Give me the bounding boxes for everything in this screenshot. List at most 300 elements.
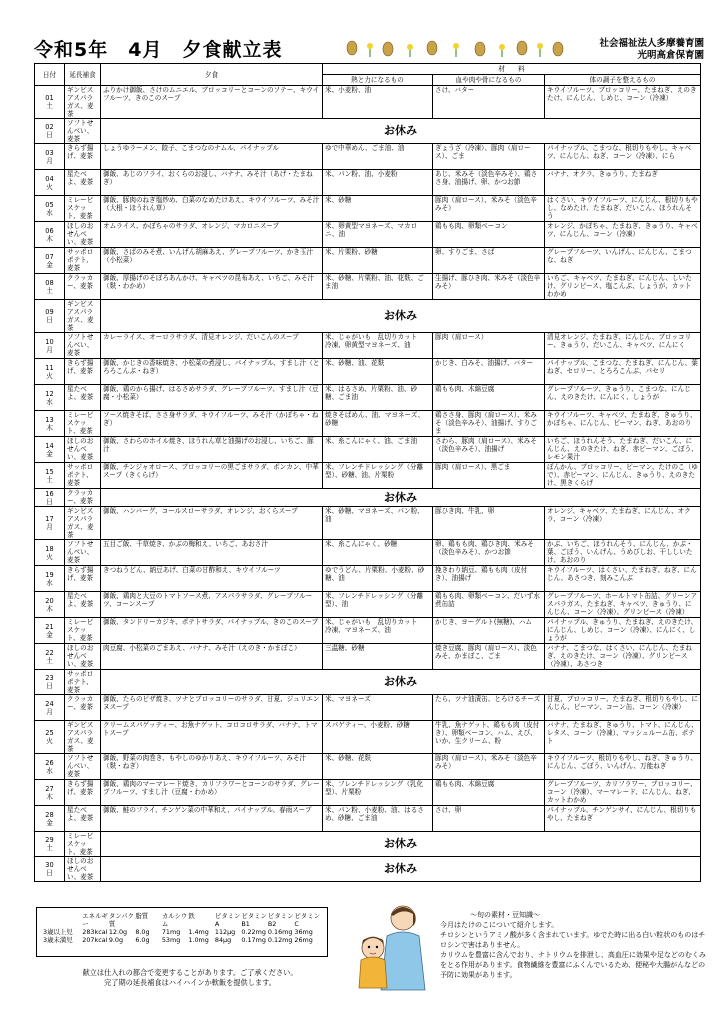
dinner-menu: 御飯、厚揚げのそぼろあんかけ、キャベツの昆布あえ、いちご、みそ汁（麩・わかめ） — [101, 274, 323, 300]
day-of-week: 月 — [46, 523, 53, 531]
dinner-menu: 御飯、さばのみそ煮、いんげん胡麻あえ、グレープフルーツ、かき玉汁（小松菜） — [101, 248, 323, 274]
protein-foods: さわら、豚肉（肩ロース）、米みそ（淡色辛みそ）、油揚げ — [433, 437, 545, 463]
extended-snack: クラッカー、麦茶 — [65, 489, 101, 507]
energy-foods: 米、片栗粉、砂糖 — [323, 248, 433, 274]
extended-snack: ほしのおせんべい、麦茶 — [65, 437, 101, 463]
extended-snack: ギンビスアスパラガス、麦茶 — [65, 300, 101, 333]
day-number: 25 — [45, 729, 54, 737]
day-number: 29 — [45, 836, 54, 844]
nutrition-value: 53mg — [161, 936, 181, 944]
dinner-menu: 御飯、タンドリーカジキ、ポテトサラダ、パイナップル、きのこのスープ — [101, 618, 323, 644]
dinner-menu: きつねうどん、納豆あげ、白菜の甘酢和え、キウイフルーツ — [101, 566, 323, 592]
protein-foods: かじき、白みそ、油揚げ、バター — [433, 359, 545, 385]
menu-row — [35, 832, 701, 857]
energy-foods: 米、パン粉、小麦粉、油、はるさめ、砂糖、ごま油 — [323, 806, 433, 832]
extended-snack: ソフトせんべい、麦茶 — [65, 119, 101, 144]
extended-snack: 星たべよ、麦茶 — [65, 385, 101, 411]
protein-foods: さけ、バター — [433, 86, 545, 119]
day-cell — [35, 721, 65, 754]
day-number: 14 — [45, 441, 54, 450]
dinner-menu: 御飯、豚肉のねぎ塩炒め、白菜のなめたけあえ、キウイフルーツ、みそ汁（大根・ほうれん草） — [101, 196, 323, 222]
menu-row — [35, 385, 701, 411]
vegetable-foods: キウイフルーツ、ブロッコリー、たまねぎ、えのきたけ、にんじん、しめじ、コーン（冷凍） — [545, 86, 701, 119]
protein-foods: あじ、米みそ（淡色辛みそ）、鶏ささ身、油揚げ、卵、かつお節 — [433, 170, 545, 196]
dinner-menu: クリームスパゲッティー、お魚ナゲット、コロコロサラダ、バナナ、トマトスープ — [101, 721, 323, 754]
day-number: 03 — [45, 148, 54, 157]
vegetable-foods: キウイフルーツ、キャベツ、たまねぎ、きゅうり、かぼちゃ、にんじん、ピーマン、ねぎ、あおのり — [545, 411, 701, 437]
day-cell — [35, 644, 65, 670]
extended-snack: きらず揚げ、麦茶 — [65, 566, 101, 592]
extended-snack: ミレービスケット、麦茶 — [65, 411, 101, 437]
nutrition-value: 1.4mg — [188, 928, 209, 936]
menu-row — [35, 86, 701, 119]
menu-row — [35, 618, 701, 644]
menu-row — [35, 540, 701, 566]
day-number: 15 — [45, 467, 54, 476]
energy-foods: 米、じゃがいも 乱切りカット 冷凍、卵黄型マヨネーズ、油 — [323, 333, 433, 359]
protein-foods: 豚肉（肩ロース）、黒ごま — [433, 463, 545, 489]
protein-foods: 生揚げ、豚ひき肉、米みそ（淡色辛みそ） — [433, 274, 545, 300]
day-of-week: 火 — [46, 737, 53, 745]
energy-foods: スパゲティー、小麦粉、砂糖 — [323, 721, 433, 754]
extended-snack: ミレービスケット、麦茶 — [65, 618, 101, 644]
protein-foods: さけ、卵 — [433, 806, 545, 832]
dinner-menu: しょうゆラーメン、餃子、こまつなのナムル、パイナップル — [101, 144, 323, 170]
extended-snack: ソフトせんべい、麦茶 — [65, 333, 101, 359]
vegetable-foods: グレープフルーツ、きゅうり、こまつな、にんじん、えのきたけ、にんにく、しょうが — [545, 385, 701, 411]
extended-snack: クラッカー、麦茶 — [65, 695, 101, 721]
day-cell — [35, 618, 65, 644]
day-of-week: 水 — [46, 208, 53, 217]
day-number: 07 — [45, 252, 54, 261]
mother-child-illustration — [347, 900, 433, 996]
dinner-menu: 御飯、鶏肉のマーマレード焼き、カリフラワーとコーンのサラダ、グレープフルーツ、すまし汁（豆腐・わかめ） — [101, 780, 323, 806]
day-of-week: 水 — [46, 766, 53, 775]
day-of-week: 土 — [46, 656, 53, 665]
extended-snack: 星たべよ、麦茶 — [65, 592, 101, 618]
header-body: 体の調子を整えるもの — [545, 75, 701, 86]
dinner-menu: 御飯、鮭のフライ、チンゲン菜の中華和え、パイナップル、春雨スープ — [101, 806, 323, 832]
day-number: 09 — [45, 308, 54, 316]
protein-foods: ぎょうざ（冷凍）、豚肉（肩ロース）、ごま — [433, 144, 545, 170]
menu-row — [35, 359, 701, 385]
menu-row — [35, 489, 701, 507]
day-of-week: 火 — [46, 552, 53, 561]
day-number: 10 — [45, 337, 54, 346]
day-cell — [35, 170, 65, 196]
day-of-week: 金 — [46, 260, 53, 269]
menu-row — [35, 780, 701, 806]
protein-foods: 豚肉（肩ロース）、米みそ（淡色辛みそ） — [433, 754, 545, 780]
menu-title: 令和5年 4月 夕食献立表 — [34, 39, 283, 61]
day-number: 21 — [45, 622, 54, 631]
menu-row — [35, 754, 701, 780]
day-cell — [35, 119, 65, 144]
vegetable-foods: バナナ、オクラ、きゅうり、たまねぎ — [545, 170, 701, 196]
day-cell — [35, 754, 65, 780]
holiday-label: お休み — [101, 832, 701, 857]
extended-snack: ギンビスアスパラガス、麦茶 — [65, 86, 101, 119]
vegetable-foods: パイナップル、こまつな、根切りもやし、キャベツ、にんじん、ねぎ、コーン（冷凍）、にら — [545, 144, 701, 170]
menu-row — [35, 119, 701, 144]
day-of-week: 金 — [46, 630, 53, 639]
energy-foods: 米、砂糖、片栗粉、油、花麩、ごま油 — [323, 274, 433, 300]
day-cell — [35, 780, 65, 806]
day-of-week: 月 — [46, 707, 53, 716]
nutrition-table — [36, 907, 328, 957]
nutrition-header: 脂質 — [135, 912, 149, 920]
energy-foods: 米、フレンチドレッシング（分離型）、油 — [323, 592, 433, 618]
energy-foods: 米、糸こんにゃく、砂糖 — [323, 540, 433, 566]
protein-foods: かじき、ヨーグルト(無糖)、ハム — [433, 618, 545, 644]
day-of-week: 月 — [46, 345, 53, 354]
protein-foods: 鶏もも肉、木綿豆腐 — [433, 385, 545, 411]
nutrition-value: 0.12mg — [267, 936, 293, 944]
protein-foods: 卵、鶏もも肉、鶏ひき肉、米みそ（淡色辛みそ）、かつお節 — [433, 540, 545, 566]
menu-row — [35, 300, 701, 333]
day-of-week: 水 — [46, 397, 53, 406]
day-cell — [35, 196, 65, 222]
protein-foods: 焼き豆腐、豚肉（肩ロース）、淡色みそ、かまぼこ、ごま — [433, 644, 545, 670]
nutrition-value: 112μg — [214, 928, 236, 936]
day-cell — [35, 832, 65, 857]
header-energy: 熱と力になるもの — [323, 75, 433, 86]
energy-foods: 米、フレンチドレッシング（分離型）、砂糖、油、片栗粉 — [323, 463, 433, 489]
menu-row — [35, 144, 701, 170]
holiday-label: お休み — [101, 489, 701, 507]
protein-foods: 鶏もも肉、木綿豆腐 — [433, 780, 545, 806]
vegetable-foods: グレープフルーツ、いんげん、にんじん、こまつな、ねぎ — [545, 248, 701, 274]
day-number: 20 — [45, 596, 54, 605]
vegetable-foods: キウイフルーツ、はくさい、たまねぎ、ねぎ、にんじん、あさつき、刻みこんぶ — [545, 566, 701, 592]
vegetable-foods: オレンジ、かぼちゃ、たまねぎ、きゅうり、キャベツ、にんじん、コーン（冷凍） — [545, 222, 701, 248]
protein-foods: 挽きわり納豆、鶏もも肉（皮付き）、油揚げ — [433, 566, 545, 592]
dinner-menu: カレーライス、オーロラサラダ、清見オレンジ、だいこんのスープ — [101, 333, 323, 359]
dinner-menu: 御飯、さわらのホイル焼き、ほうれん草と油揚げのお浸し、いちご、豚汁 — [101, 437, 323, 463]
energy-foods: 米、はるさめ、片栗粉、油、砂糖、ごま油 — [323, 385, 433, 411]
vegetable-foods: パイナップル、チンゲンサイ、にんじん、根切りもやし、たまねぎ — [545, 806, 701, 832]
day-cell — [35, 222, 65, 248]
seasonal-line: 今月はたけのこについて紹介します。 — [440, 921, 559, 929]
energy-foods: 米、フレンチドレッシング（乳化型）、片栗粉 — [323, 780, 433, 806]
menu-row — [35, 566, 701, 592]
extended-snack: ソフトせんべい、麦茶 — [65, 540, 101, 566]
day-of-week: 土 — [46, 286, 53, 295]
header-extended-snack: 延長補食 — [65, 64, 101, 86]
dinner-menu: 御飯、あじのフライ、おくらのお浸し、バナナ、みそ汁（あげ・たまねぎ） — [101, 170, 323, 196]
menu-row — [35, 670, 701, 695]
day-cell — [35, 592, 65, 618]
vegetable-foods: かぶ、いちご、ほうれんそう、にんじん、かぶ・葉、ごぼう、いんげん、うめびしお、干ししいたけ、あおのり — [545, 540, 701, 566]
org-line1: 社会福祉法人多摩養育園 — [599, 38, 704, 49]
dinner-menu: 御飯、鶏のから揚げ、はるさめサラダ、グレープフルーツ、すまし汁（豆腐・小松菜） — [101, 385, 323, 411]
extended-snack: ギンビスアスパラガス、麦茶 — [65, 507, 101, 540]
protein-foods: 豚肉（肩ロース）、米みそ（淡色辛みそ） — [433, 196, 545, 222]
decoration-illustration — [340, 36, 570, 58]
day-of-week: 金 — [46, 818, 53, 827]
dinner-menu: 肉豆腐、小松菜のごまあえ、バナナ、みそ汁（えのき・かまぼこ） — [101, 644, 323, 670]
menu-row — [35, 721, 701, 754]
day-cell — [35, 463, 65, 489]
protein-foods: 鶏もも肉、卵類ベーコン — [433, 222, 545, 248]
extended-snack: サッポロポテト、麦茶 — [65, 248, 101, 274]
extended-snack: ギンビスアスパラガス、麦茶 — [65, 721, 101, 754]
day-number: 06 — [45, 226, 54, 235]
extended-snack: クラッカー、麦茶 — [65, 274, 101, 300]
seasonal-line: カリウムを豊富に含んでおり、ナトリウムを排泄し、高血圧に効果や足などのむくみをとる作用があります。食物繊維を豊富にふくんでいるため、便秘や大腸がんなどの予防に効果があります。 — [440, 951, 706, 979]
day-of-week: 木 — [46, 792, 53, 801]
day-of-week: 日 — [46, 497, 53, 506]
menu-row — [35, 695, 701, 721]
menu-row — [35, 248, 701, 274]
day-number: 01 — [45, 94, 54, 102]
protein-foods: 鶏もも肉、卵類ベーコン、だいず水煮缶詰 — [433, 592, 545, 618]
nutrition-row-over3 — [43, 928, 321, 936]
day-of-week: 日 — [46, 316, 53, 324]
menu-row — [35, 196, 701, 222]
menu-row — [35, 644, 701, 670]
menu-table — [34, 63, 701, 882]
day-number: 12 — [45, 389, 54, 398]
energy-foods: 米、砂糖、花麩 — [323, 754, 433, 780]
nutrition-value: 207kcal — [82, 936, 108, 944]
vegetable-foods: ぽんかん、ブロッコリー、ピーマン、たけのこ（ゆで）、赤ピーマン、にんじん、きゅうり、えのきたけ、黒きくらげ — [545, 463, 701, 489]
menu-row — [35, 857, 701, 882]
energy-foods: 米、小麦粉、油 — [323, 86, 433, 119]
dinner-menu: 五目ご飯、千草焼き、かぶの梅和え、いちご、あおさ汁 — [101, 540, 323, 566]
day-of-week: 火 — [46, 371, 53, 380]
extended-snack: ほしのおせんべい、麦茶 — [65, 222, 101, 248]
energy-foods: 米、卵黄型マヨネーズ、マカロニ、油 — [323, 222, 433, 248]
header-blood: 血や肉や骨になるもの — [433, 75, 545, 86]
protein-foods: 豚ひき肉、牛乳、卵 — [433, 507, 545, 540]
day-number: 30 — [45, 861, 54, 869]
vegetable-foods: バナナ、こまつな、はくさい、にんじん、たまねぎ、えのきたけ、コーン（冷凍）、グリンピース（冷凍）、あさつき — [545, 644, 701, 670]
note-line2: 完了期の延長補食はハイハインか軟飯を提供します。 — [104, 978, 276, 987]
holiday-label: お休み — [101, 119, 701, 144]
day-cell — [35, 248, 65, 274]
menu-row — [35, 806, 701, 832]
vegetable-foods: パイナップル、きゅうり、たまねぎ、えのきたけ、にんじん、しめじ、コーン（冷凍）、にんにく、しょうが — [545, 618, 701, 644]
nutrition-value: 0.16mg — [267, 928, 293, 936]
day-number: 08 — [45, 278, 54, 287]
extended-snack: ミレービスケット、麦茶 — [65, 832, 101, 857]
day-number: 28 — [45, 810, 54, 819]
vegetable-foods: いちご、キャベツ、たまねぎ、にんじん、しいたけ、グリンピース、塩こんぶ、しょうが、カットわかめ — [545, 274, 701, 300]
nutrition-value: 283kcal — [82, 928, 108, 936]
day-cell — [35, 670, 65, 695]
vegetable-foods: いちご、ほうれんそう、たまねぎ、だいこん、にんじん、えのきたけ、ねぎ、赤ピーマン、ごぼう、レモン果汁 — [545, 437, 701, 463]
day-of-week: 木 — [46, 423, 53, 432]
day-cell — [35, 489, 65, 507]
vegetable-foods: パイナップル、こまつな、たまねぎ、にんじん、葉ねぎ、セロリー、とろろこんぶ、パセリ — [545, 359, 701, 385]
day-number: 22 — [45, 648, 54, 657]
day-number: 16 — [45, 489, 54, 498]
menu-row — [35, 592, 701, 618]
vegetable-foods: バナナ、たまねぎ、きゅうり、トマト、にんじん、レタス、コーン（冷凍）、マッシュルーム缶、ポテト — [545, 721, 701, 754]
nutrition-header: エネルギー — [82, 912, 108, 928]
nutrition-header: ビタミンA — [214, 912, 241, 928]
day-number: 04 — [45, 174, 54, 183]
extended-snack: きらず揚げ、麦茶 — [65, 144, 101, 170]
menu-row — [35, 411, 701, 437]
menu-row — [35, 222, 701, 248]
protein-foods: たら、ツナ油漬缶、とろけるチーズ — [433, 695, 545, 721]
menu-row — [35, 437, 701, 463]
energy-foods: 焼きそばめん、油、マヨネーズ、砂糖 — [323, 411, 433, 437]
day-cell — [35, 857, 65, 882]
dinner-menu: ふりかけ御飯、さけのムニエル、ブロッコリーとコーンのソテー、キウイフルーツ、きのこのスープ — [101, 86, 323, 119]
holiday-label: お休み — [101, 300, 701, 333]
seasonal-title: ～旬の素材・豆知識～ — [470, 911, 540, 919]
day-cell — [35, 385, 65, 411]
nutrition-row-under3 — [43, 936, 321, 944]
seasonal-info — [440, 910, 710, 980]
extended-snack: ほしのおせんべい、麦茶 — [65, 644, 101, 670]
dinner-menu: 御飯、たらのピザ焼き、ツナとブロッコリーのサラダ、甘夏、ジュリエンヌスープ — [101, 695, 323, 721]
day-cell — [35, 540, 65, 566]
header-date: 日付 — [35, 64, 65, 86]
day-of-week: 日 — [46, 682, 53, 690]
menu-row — [35, 274, 701, 300]
day-of-week: 水 — [46, 578, 53, 587]
day-number: 19 — [45, 570, 54, 579]
dinner-menu: 御飯、ハンバーグ、コールスローサラダ、オレンジ、おくらスープ — [101, 507, 323, 540]
day-of-week: 土 — [46, 102, 53, 110]
day-cell — [35, 566, 65, 592]
day-number: 05 — [45, 200, 54, 209]
menu-row — [35, 463, 701, 489]
dinner-menu: ソース焼きそば、ささ身サラダ、キウイフルーツ、みそ汁（かぼちゃ・ねぎ） — [101, 411, 323, 437]
day-number: 02 — [45, 123, 54, 131]
vegetable-foods: グレープフルーツ、カリフラワー、ブロッコリー、コーン（冷凍）、マーマレード、にんじん、ねぎ、カットわかめ — [545, 780, 701, 806]
day-cell — [35, 411, 65, 437]
protein-foods: 牛乳、魚ナゲット、鶏もも肉（皮付き）、卵類ベーコン、ハム、えび、いか、生クリーム、粉 — [433, 721, 545, 754]
nutrition-value: 36mg — [294, 928, 313, 936]
energy-foods: 米、じゃがいも 乱切りカット 冷凍、マヨネーズ、油 — [323, 618, 433, 644]
protein-foods: 卵、すりごま、さば — [433, 248, 545, 274]
day-cell — [35, 437, 65, 463]
header-materials: 材 料 — [323, 64, 701, 75]
header-dinner: 夕食 — [101, 64, 323, 86]
note-line1: 献立は仕入れの都合で変更することがあります。ご了承ください。 — [82, 968, 298, 977]
nutrition-value: 0.22mg — [241, 928, 266, 936]
protein-foods: 鶏ささ身、豚肉（肩ロース）、米みそ（淡色辛みそ）、油揚げ、すりごま — [433, 411, 545, 437]
energy-foods: 米、マヨネーズ — [323, 695, 433, 721]
day-number: 26 — [45, 758, 54, 767]
day-number: 27 — [45, 784, 54, 793]
extended-snack: きらず揚げ、麦茶 — [65, 780, 101, 806]
day-of-week: 金 — [46, 449, 53, 458]
extended-snack: 星たべよ、麦茶 — [65, 806, 101, 832]
nutrition-value: 84μg — [214, 936, 232, 944]
day-of-week: 日 — [46, 131, 53, 139]
day-number: 13 — [45, 415, 54, 424]
vegetable-foods: キウイフルーツ、根切りもやし、ねぎ、きゅうり、にんじん、ごぼう、いんげん、万能ねぎ — [545, 754, 701, 780]
energy-foods: ゆで中華めん、ごま油、油 — [323, 144, 433, 170]
protein-foods: 豚肉（肩ロース） — [433, 333, 545, 359]
nutrition-header: 鉄 — [188, 912, 195, 920]
vegetable-foods: オレンジ、キャベツ、たまねぎ、にんじん、オクラ、コーン（冷凍） — [545, 507, 701, 540]
day-of-week: 土 — [46, 475, 53, 484]
day-number: 23 — [45, 674, 54, 682]
energy-foods: 三温糖、砂糖 — [323, 644, 433, 670]
menu-row — [35, 507, 701, 540]
extended-snack: 星たべよ、麦茶 — [65, 170, 101, 196]
menu-row — [35, 170, 701, 196]
extended-snack: きらず揚げ、麦茶 — [65, 359, 101, 385]
menu-table-body — [35, 86, 701, 882]
vegetable-foods: はくさい、キウイフルーツ、にんじん、根切りもやし、なめたけ、たまねぎ、だいこん、ほうれんそう — [545, 196, 701, 222]
vegetable-foods: 清見オレンジ、たまねぎ、にんじん、ブロッコリー、きゅうり、だいこん、キャベツ、にんにく — [545, 333, 701, 359]
day-cell — [35, 806, 65, 832]
dinner-menu: オムライス、かぼちゃのサラダ、オレンジ、マカロニスープ — [101, 222, 323, 248]
vegetable-foods: グレープフルーツ、ホールトマト缶詰、グリーンアスパラガス、たまねぎ、キャベツ、きゅうり、にんじん、コーン（冷凍）、グリンピース（冷凍） — [545, 592, 701, 618]
day-cell — [35, 300, 65, 333]
day-number: 11 — [45, 363, 54, 372]
extended-snack: ソフトせんべい、麦茶 — [65, 754, 101, 780]
day-of-week: 日 — [46, 869, 53, 877]
dinner-menu: 御飯、野菜の肉巻き、もやしのゆかりあえ、キウイフルーツ、みそ汁（麩・ねぎ） — [101, 754, 323, 780]
nutrition-value: 71mg — [161, 928, 181, 936]
nutrition-value: 8.0g — [135, 928, 150, 936]
day-number: 18 — [45, 544, 54, 553]
extended-snack: サッポロポテト、麦茶 — [65, 670, 101, 695]
nutrition-value: 6.0g — [135, 936, 150, 944]
day-of-week: 月 — [46, 156, 53, 165]
nutrition-header: ビタミンC — [294, 912, 320, 928]
energy-foods: 米、糸こんにゃく、油、ごま油 — [323, 437, 433, 463]
day-cell — [35, 695, 65, 721]
day-number: 24 — [45, 699, 54, 708]
extended-snack: ミレービスケット、麦茶 — [65, 196, 101, 222]
day-of-week: 土 — [46, 844, 53, 852]
day-cell — [35, 333, 65, 359]
menu-notes — [40, 968, 340, 988]
day-cell — [35, 507, 65, 540]
org-line2: 光明高倉保育園 — [637, 50, 704, 61]
day-cell — [35, 274, 65, 300]
dinner-menu: 御飯、鶏肉と大豆のトマトソース煮、アスパラサラダ、グレープフルーツ、コーンスープ — [101, 592, 323, 618]
dinner-menu: 御飯、かじきの香味焼き、小松菜の煮浸し、パイナップル、すまし汁（とろろこんぶ・ねぎ） — [101, 359, 323, 385]
seasonal-line: チロシンというアミノ酸が多く含まれています。ゆでた時に出る白い粒状のものはチロシンで害はありません。 — [440, 931, 706, 949]
nutrition-row-label: 3歳未満児 — [43, 936, 73, 944]
nutrition-header: ビタミンB1 — [241, 912, 267, 928]
nutrition-value: 26mg — [294, 936, 313, 944]
nutrition-value: 12.0g — [108, 928, 128, 936]
energy-foods: 米、砂糖、マヨネーズ、パン粉、油 — [323, 507, 433, 540]
menu-row — [35, 333, 701, 359]
holiday-label: お休み — [101, 670, 701, 695]
nutrition-row-label: 3歳以上児 — [43, 928, 73, 936]
energy-foods: 米、砂糖 — [323, 196, 433, 222]
day-of-week: 火 — [46, 182, 53, 191]
day-of-week: 木 — [46, 234, 53, 243]
day-number: 17 — [45, 515, 54, 523]
day-cell — [35, 86, 65, 119]
vegetable-foods: 甘夏、ブロッコリー、たまねぎ、根切りもやし、にんじん、ピーマン、コーン缶、コーン（冷凍） — [545, 695, 701, 721]
extended-snack: サッポロポテト、麦茶 — [65, 463, 101, 489]
day-of-week: 木 — [46, 604, 53, 613]
nutrition-header-row — [43, 912, 321, 928]
organization-name — [599, 38, 704, 62]
nutrition-value: 1.0mg — [188, 936, 209, 944]
energy-foods: ゆでうどん、片栗粉、小麦粉、砂糖、油 — [323, 566, 433, 592]
day-cell — [35, 359, 65, 385]
holiday-label: お休み — [101, 857, 701, 882]
nutrition-value: 9.0g — [108, 936, 124, 944]
dinner-menu: 御飯、チンジャオロース、ブロッコリーの黒ごまサラダ、ポンカン、中華スープ（きくらげ） — [101, 463, 323, 489]
